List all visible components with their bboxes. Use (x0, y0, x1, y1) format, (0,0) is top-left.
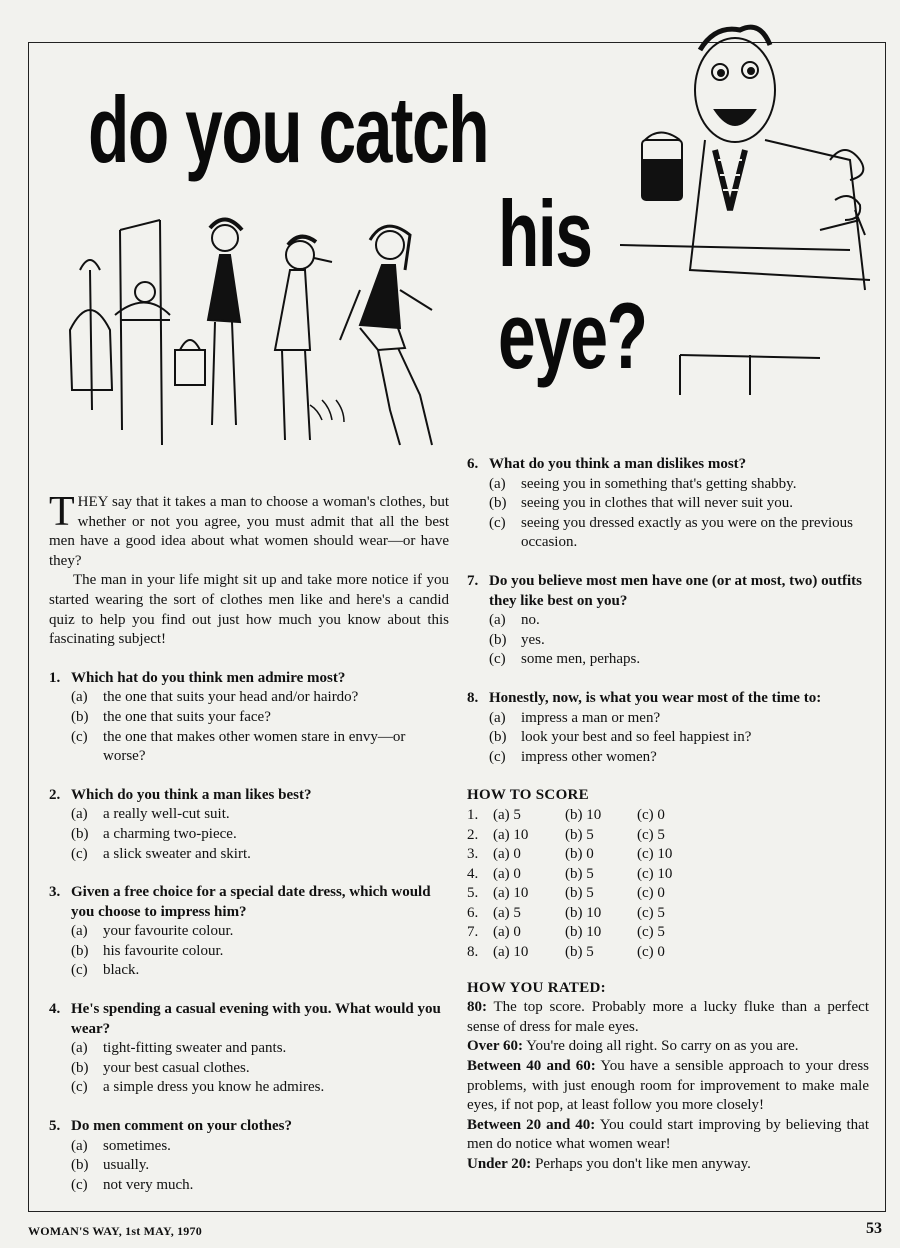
option-letter: (a) (489, 612, 506, 629)
rating-label: Between 40 and 60: (467, 1058, 596, 1075)
option-letter: (b) (489, 495, 507, 512)
option-text: no. (521, 612, 540, 629)
score-b: (b) 5 (565, 944, 594, 961)
left-column (49, 489, 449, 1195)
score-b: (b) 5 (565, 885, 594, 902)
answer-option (49, 845, 449, 865)
option-letter: (b) (71, 942, 89, 959)
title-line-1: do you catch (88, 77, 489, 182)
question-text: He's spending a casual evening with you. What would you wear? (71, 1001, 441, 1037)
rating-label: Over 60: (467, 1038, 523, 1055)
drop-cap: T (49, 489, 75, 535)
score-question-number: 8. (467, 944, 479, 961)
question-7 (467, 572, 869, 670)
right-column (467, 455, 869, 1175)
option-text: a charming two-piece. (103, 825, 237, 842)
score-a: (a) 5 (493, 904, 521, 921)
answer-option (467, 494, 869, 514)
option-text: some men, perhaps. (521, 651, 641, 668)
question-heading (49, 669, 449, 689)
option-text: look your best and so feel happiest in? (521, 729, 752, 746)
questions-left (49, 669, 449, 1196)
option-letter: (a) (71, 689, 88, 706)
rating-text: You have a sensible approach to your dress problems, with just enough room for improvement to make male eyes, if not pop, at least follow you more closely! (467, 1058, 869, 1114)
answer-option (49, 942, 449, 962)
option-text: a really well-cut suit. (103, 806, 230, 823)
option-letter: (c) (489, 748, 506, 765)
option-letter: (c) (71, 962, 88, 979)
score-c: (c) 10 (637, 846, 673, 863)
answer-option (49, 961, 449, 981)
score-c: (c) 0 (637, 885, 665, 902)
score-b: (b) 10 (565, 806, 602, 823)
option-letter: (a) (71, 1137, 88, 1154)
option-text: seeing you in something that's getting shabby. (521, 475, 797, 492)
option-letter: (a) (71, 923, 88, 940)
score-b: (b) 10 (565, 924, 602, 941)
answer-option (49, 825, 449, 845)
option-letter: (c) (489, 514, 506, 531)
option-letter: (b) (71, 1157, 89, 1174)
rating-text: You could start improving by believing that men do notice what women wear! (467, 1116, 869, 1153)
intro (49, 489, 449, 650)
option-letter: (c) (71, 1079, 88, 1096)
rating-label: Between 20 and 40: (467, 1116, 596, 1133)
option-letter: (c) (71, 728, 88, 745)
score-question-number: 7. (467, 924, 479, 941)
question-text: Do men comment on your clothes? (71, 1118, 292, 1135)
score-question-number: 6. (467, 904, 479, 921)
question-number: 7. (467, 572, 479, 589)
option-letter: (b) (71, 1059, 89, 1076)
option-text: your best casual clothes. (103, 1059, 250, 1076)
answer-option (49, 688, 449, 708)
score-row (467, 904, 709, 924)
score-c: (c) 5 (637, 924, 665, 941)
answer-option (467, 631, 869, 651)
illustration-street-scene (60, 210, 460, 460)
score-c: (c) 5 (637, 904, 665, 921)
question-heading (467, 689, 869, 709)
score-row (467, 943, 709, 963)
question-number: 6. (467, 456, 479, 472)
answer-option (49, 1078, 449, 1098)
score-row (467, 826, 709, 846)
score-question-number: 5. (467, 885, 479, 902)
score-a: (a) 0 (493, 924, 521, 941)
rating-text: The top score. Probably more a lucky fluke than a perfect sense of dress for male eyes. (467, 999, 869, 1035)
question-heading (49, 1117, 449, 1137)
option-text: the one that suits your face? (103, 708, 271, 725)
option-letter: (b) (71, 825, 89, 842)
option-text: impress other women? (521, 748, 657, 765)
option-letter: (a) (71, 806, 88, 823)
rating-text: You're doing all right. So carry on as you are. (526, 1038, 799, 1055)
question-text: Which hat do you think men admire most? (71, 669, 346, 686)
option-text: sometimes. (103, 1137, 171, 1154)
answer-option (49, 1137, 449, 1157)
rating-item (467, 1057, 869, 1116)
score-question-number: 2. (467, 826, 479, 843)
score-row (467, 923, 709, 943)
option-letter: (c) (71, 1176, 88, 1193)
answer-option (49, 1039, 449, 1059)
answer-option (49, 728, 449, 767)
question-heading (467, 572, 869, 611)
option-text: the one that suits your head and/or hairdo? (103, 689, 359, 706)
question-3 (49, 883, 449, 981)
how-you-rated-heading: HOW YOU RATED: (467, 979, 606, 996)
option-text: a slick sweater and skirt. (103, 845, 251, 862)
publication-footer: WOMAN'S WAY, 1st MAY, 1970 (28, 1224, 202, 1238)
answer-option (49, 805, 449, 825)
score-a: (a) 10 (493, 885, 529, 902)
answer-option (467, 514, 869, 553)
question-number: 3. (49, 884, 61, 901)
illustration-man-with-drink (620, 10, 880, 400)
score-row (467, 806, 709, 826)
score-question-number: 4. (467, 865, 479, 882)
question-number: 4. (49, 1001, 61, 1018)
option-letter: (b) (489, 631, 507, 648)
question-text: What do you think a man dislikes most? (489, 456, 747, 472)
option-text: yes. (521, 631, 545, 648)
option-letter: (a) (489, 475, 506, 492)
option-text: his favourite colour. (103, 942, 224, 959)
rating-item (467, 1116, 869, 1155)
question-number: 2. (49, 786, 61, 803)
score-c: (c) 5 (637, 826, 665, 843)
question-number: 5. (49, 1118, 61, 1135)
score-c: (c) 0 (637, 944, 665, 961)
rating-label: 80: (467, 999, 487, 1016)
answer-option (467, 650, 869, 670)
question-text: Honestly, now, is what you wear most of the time to: (489, 689, 822, 706)
answer-option (467, 709, 869, 729)
option-text: the one that makes other women stare in envy—or worse? (103, 728, 406, 765)
score-table (467, 806, 709, 963)
score-a: (a) 10 (493, 826, 529, 843)
option-text: tight-fitting sweater and pants. (103, 1040, 287, 1057)
option-letter: (c) (71, 845, 88, 862)
rating-item (467, 1037, 869, 1057)
score-question-number: 3. (467, 846, 479, 863)
score-c: (c) 10 (637, 865, 673, 882)
score-b: (b) 5 (565, 865, 594, 882)
question-1 (49, 669, 449, 767)
option-text: not very much. (103, 1176, 194, 1193)
intro-paragraph-2: The man in your life might sit up and take more notice if you started wearing the sort of clothes men like and here's a candid quiz to help you find out just how much you know about this fascinating subject! (49, 572, 449, 648)
answer-option (49, 708, 449, 728)
option-letter: (a) (71, 1040, 88, 1057)
title-line-3: eye? (498, 283, 647, 388)
question-number: 8. (467, 689, 479, 706)
answer-option (467, 728, 869, 748)
question-6 (467, 455, 869, 553)
page-number: 53 (866, 1220, 882, 1237)
question-text: Do you believe most men have one (or at most, two) outfits they like best on you? (489, 572, 863, 609)
question-heading (49, 883, 449, 922)
question-number: 1. (49, 669, 61, 686)
option-text: black. (103, 962, 140, 979)
answer-option (49, 1156, 449, 1176)
option-letter: (c) (489, 651, 506, 668)
answer-option (467, 748, 869, 768)
score-a: (a) 0 (493, 865, 521, 882)
answer-option (49, 1176, 449, 1196)
question-heading (49, 1000, 449, 1039)
score-b: (b) 0 (565, 846, 594, 863)
rating-item (467, 998, 869, 1037)
rating-label: Under 20: (467, 1156, 532, 1172)
score-b: (b) 10 (565, 904, 602, 921)
option-text: impress a man or men? (521, 709, 661, 726)
how-to-score-heading: HOW TO SCORE (467, 787, 589, 804)
score-row (467, 845, 709, 865)
score-b: (b) 5 (565, 826, 594, 843)
questions-right (467, 455, 869, 767)
rating-text: Perhaps you don't like men anyway. (535, 1156, 751, 1172)
intro-paragraph-1: HEY say that it takes a man to choose a woman's clothes, but whether or not you agree, you must admit that all the best men have a good idea about what women should wear—or have they? (49, 494, 449, 569)
question-8 (467, 689, 869, 767)
option-letter: (b) (71, 708, 89, 725)
answer-option (467, 475, 869, 495)
question-4 (49, 1000, 449, 1098)
answer-option (49, 922, 449, 942)
question-text: Which do you think a man likes best? (71, 786, 312, 803)
question-2 (49, 786, 449, 864)
option-text: usually. (103, 1157, 150, 1174)
question-text: Given a free choice for a special date dress, which would you choose to impress him? (71, 884, 431, 920)
question-heading (467, 455, 869, 475)
option-text: your favourite colour. (103, 923, 234, 940)
score-question-number: 1. (467, 806, 479, 823)
option-letter: (a) (489, 709, 506, 726)
score-a: (a) 10 (493, 944, 529, 961)
question-5 (49, 1117, 449, 1195)
score-c: (c) 0 (637, 806, 665, 823)
score-a: (a) 0 (493, 846, 521, 863)
score-row (467, 865, 709, 885)
option-text: seeing you in clothes that will never suit you. (521, 495, 794, 512)
score-row (467, 884, 709, 904)
rating-item (467, 1155, 869, 1175)
option-letter: (b) (489, 729, 507, 746)
score-a: (a) 5 (493, 806, 521, 823)
option-text: seeing you dressed exactly as you were on the previous occasion. (521, 514, 853, 551)
answer-option (467, 611, 869, 631)
option-text: a simple dress you know he admires. (103, 1079, 325, 1096)
how-you-rated (467, 998, 869, 1174)
answer-option (49, 1059, 449, 1079)
title-line-2: his (498, 181, 592, 286)
question-heading (49, 786, 449, 806)
